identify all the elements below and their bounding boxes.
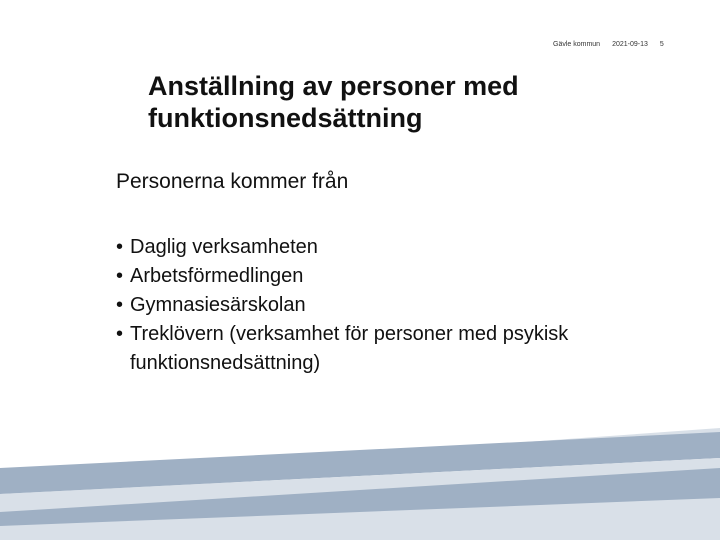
page-number: 5: [659, 41, 664, 48]
bullet-dot-icon: •: [116, 294, 124, 316]
organization-name: Gävle kommun: [553, 41, 601, 48]
decorative-bottom-bands: [0, 428, 720, 540]
bullet-item: [116, 262, 636, 291]
bullet-dot-icon: •: [116, 265, 124, 287]
slide-title-line-1: Anställning av personer med: [148, 71, 519, 101]
bullet-text: Gymnasiesärskolan: [130, 294, 306, 316]
slide-date: 2021-09-13: [612, 41, 648, 48]
bullet-item: [116, 233, 636, 262]
slide-title: [148, 70, 668, 134]
bullet-dot-icon: •: [116, 236, 124, 258]
bullet-item: [116, 291, 636, 320]
bullet-text: Treklövern (verksamhet för personer med psykisk funktionsnedsättning): [130, 323, 569, 374]
bullet-dot-icon: •: [116, 323, 124, 345]
bullet-text: Arbetsförmedlingen: [130, 265, 304, 287]
bullet-item: [116, 320, 636, 378]
intro-text: Personerna kommer från: [116, 170, 349, 193]
bullet-list: [116, 233, 636, 378]
slide-title-line-2: funktionsnedsättning: [148, 103, 423, 133]
bullet-text: Daglig verksamheten: [130, 236, 318, 258]
slide-header-meta: [553, 41, 664, 48]
